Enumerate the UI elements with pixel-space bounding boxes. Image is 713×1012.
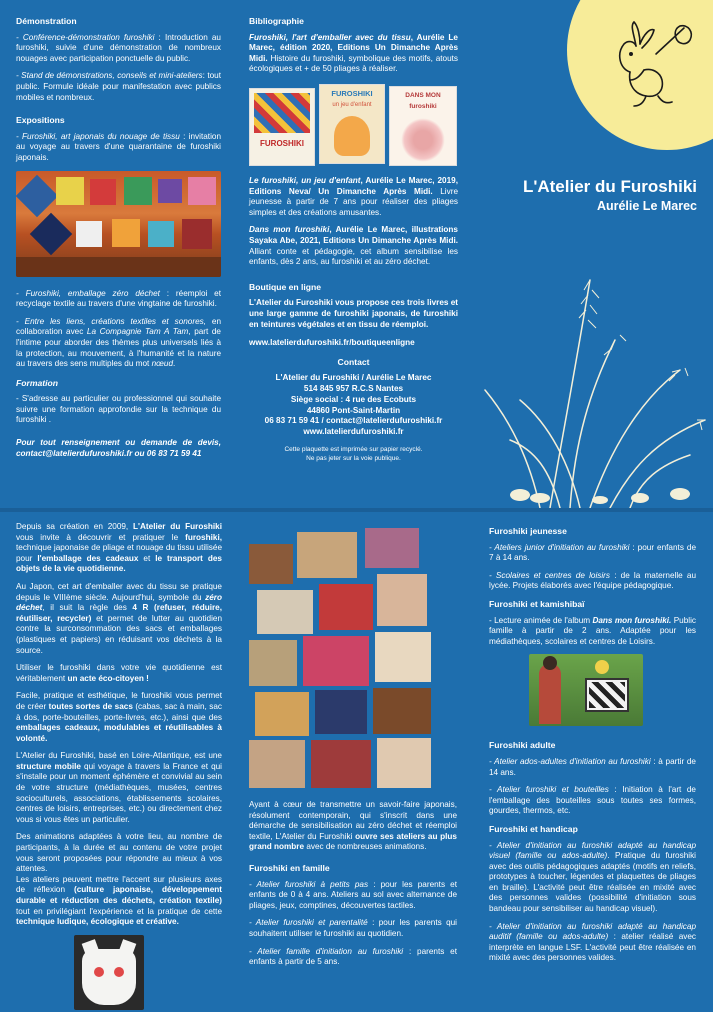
intro-paragraph-6: Des animations adaptées à votre lieu, au nombre de participants, à la durée et au contenu de votre projet vous seront proposées pour répondre au mieux à vos attentes. [16,832,222,874]
famille-item-1: - Atelier furoshiki à petits pas : pour les parents et enfants de 0 à 4 ans. Ateliers au sol avec alternance de pliages, jeux, comptines, découvertes tactiles. [249,879,457,910]
book-cover-3: DANS MON furoshiki [389,86,457,166]
workshops-intro: Ayant à cœur de transmettre un savoir-faire japonais, résolument contemporain, qui s'inscrit dans une démarche de sensibilisation au zéro déchet et réemploi textile, L'Atelier du Furoshiki ouvre ses ateliers au plus grand nombre avec de nombreuses animations. [249,800,457,852]
formation-heading: Formation [16,377,59,388]
handicap-heading: Furoshiki et handicap [489,823,578,834]
jeunesse-item-2: - Scolaires et centres de loisirs : de la maternelle au lycée. Projets élaborés avec l'équipe pédagogique. [489,570,697,591]
top-left-column [16,16,221,466]
intro-paragraph-5: L'Atelier du Furoshiki, basé en Loire-Atlantique, est une structure mobile qui voyage à travers la France et qui s'installe pour un moment éphémère et convivial au sein de votre structure (médiathèques, musées, centres socioculturels, associations, établissements scolaires, centres de loisirs, entreprises, etc.) ou directement chez vous si vous êtes un particulier. [16,751,222,824]
demo-paragraph-1: - Conférence-démonstration furoshiki : Introduction au furoshiki, suivie d'une démonstration de nombreux nouages avec participation ponctuelle du public. [16,32,221,63]
contact-line-3: Siège social : 4 rue des Ecobuts [290,394,417,404]
kamishibai-heading: Furoshiki et kamishibaï [489,598,585,609]
workshop-collage [249,528,431,790]
famille-item-3: - Atelier famille d'initiation au furoshiki : parents et enfants à partir de 5 ans. [249,946,457,967]
bibliography-heading: Bibliographie [249,16,304,26]
handicap-item-2: - Atelier d'initiation au furoshiki adapté au handicap auditif (famille ou ados-adulte) : atelier réalisé avec interprète en langue LSF. L'activité peut être réalisée en mixité avec des personnes valides. [489,921,696,963]
book2-entry: Le furoshiki, un jeu d'enfant, Aurélie Le Marec, 2019, Editions Neva/ Un Dimanche Après Midi. Livre jeunesse à partir de 7 ans pour réaliser des pliages simples et des créations amusantes. [249,175,459,217]
brand-title: L'Atelier du Furoshiki [522,177,697,196]
intro-paragraph-2: Au Japon, cet art d'emballer avec du tissu se pratique depuis le VIIIème siècle. Aujourd'hui, symbole du zéro déchet, il suit la règle des 4 R (refuser, réduire, réutiliser, recycler) et permet de lutter au quotidien contre la surconsommation des sacs et emballages (plastiques et papiers) en réduisant vos déchets à la source. [16,581,223,655]
grass-illustration-icon [480,250,713,508]
expo-heading: Expositions [16,115,65,126]
famille-heading: Furoshiki en famille [249,862,330,873]
intro-paragraph-3: Utiliser le furoshiki dans votre vie quotidienne est véritablement un acte éco-citoyen ! [16,663,222,683]
intro-paragraph-7: Les ateliers peuvent mettre l'accent sur plusieurs axes de réflexion (culture japonaise, développement durable et réduction des déchets, création textile) tout en privilégiant l'expérience et la pratique de cette technique ludique, écologique et créative. [16,874,222,927]
jeunesse-item-1: - Ateliers junior d'initiation au furoshiki : pour enfants de 7 à 14 ans. [489,542,697,563]
contact-cta: Pour tout renseignement ou demande de devis, contact@latelierdufuroshiki.fr ou 06 83 71 59 41 [16,438,221,458]
contact-heading: Contact [337,356,370,367]
intro-paragraph-1: Depuis sa création en 2009, L'Atelier du Furoshiki vous invite à découvrir et pratiquer le furoshiki, technique japonaise de pliage et nouage du tissu utilisée pour l'emballage des cadeaux et le transport des objets de la vie quotidienne. [16,522,222,574]
expo-paragraph-3: - Entre les liens, créations textiles et sonores, en collaboration avec La Compagnie Tam A Tam, part de l'intime pour aborder des thèmes plus universels liés à la protection, au mouvement, à l'humanité et la nature au travers des sens multiples du mot nœud. [16,316,221,369]
adulte-item-2: - Atelier furoshiki et bouteilles : Initiation à l'art de l'emballage des bouteilles sous toutes ses formes, gourdes, thermos, etc. [489,785,696,816]
bottom-middle-column [249,528,457,975]
contact-line-1: L'Atelier du Furoshiki / Aurélie Le Marec [275,373,432,383]
rabbit-illustration-icon [600,14,700,114]
adulte-item-1: - Atelier ados-adultes d'initiation au furoshiki : à partir de 14 ans. [489,756,696,777]
exhibition-photo [16,171,221,277]
kamishibai-photo [529,654,643,726]
bottom-left-column [16,522,222,1010]
handicap-item-1: - Atelier d'initiation au furoshiki adapté au handicap visuel (famille ou ados-adulte). Pratique du furoshiki avec des outils pédagogiques adaptés (motifs en reliefs, prototypes à toucher, légendes et plaquettes de pliages en braille). L'activité peut être réalisée en mixité avec des personnes valides (possibilité d'initiation sous bandeau pour sensibiliser au handicap visuel). [489,840,696,914]
book-cover-2: FUROSHIKI un jeu d'enfant [319,84,385,164]
book1-entry: Furoshiki, l'art d'emballer avec du tissu, Aurélie Le Marec, édition 2020, Editions Un Dimanche Après Midi. Histoire du furoshiki, symbolique des motifs, atouts écologiques et + de 50 pliages à réaliser. [249,32,458,74]
book-covers [249,82,458,170]
brand-subtitle: Aurélie Le Marec [596,199,697,213]
intro-paragraph-4: Facile, pratique et esthétique, le furoshiki vous permet de créer toutes sortes de sacs (cabas, sac à main, sac à dos, porte-bouteilles, porte-livres, etc.), ainsi que des emballages cadeaux, modulables et réutilisables à volonté. [16,691,223,743]
cat-bag-photo [74,935,144,1010]
demo-heading: Démonstration [16,16,77,26]
fold-divider [0,508,713,512]
adulte-heading: Furoshiki adulte [489,740,556,751]
famille-item-2: - Atelier furoshiki et parentalité : pour les parents qui souhaitent utiliser le furoshiki au quotidien. [249,918,457,938]
formation-paragraph: - S'adresse au particulier ou professionnel qui souhaite suivre une formation approfondie sur la technique du furoshiki . [16,394,221,425]
bottom-right-column [489,526,696,971]
top-middle-column [249,16,458,463]
expo-paragraph-2: - Furoshiki, emballage zéro déchet : réemploi et recyclage textile au travers d'une vingtaine de furoshiki. [16,288,222,309]
shop-heading: Boutique en ligne [249,281,322,292]
contact-line-6[interactable]: www.latelierdufuroshiki.fr [303,427,404,437]
contact-line-4: 44860 Pont-Saint-Martin [306,405,401,415]
kamishibai-item: - Lecture animée de l'album Dans mon furoshiki. Public famille à partir de 2 ans. Adaptée pour les médiathèques, scolaires et centres de Loisirs. [489,615,697,646]
jeunesse-heading: Furoshiki jeunesse [489,526,567,536]
contact-block [249,373,458,438]
demo-paragraph-2: - Stand de démonstrations, conseils et mini-ateliers: tout public. Formule idéale pour manifestation avec publics mobiles et nombreux. [16,71,221,102]
expo-paragraph-1: - Furoshiki, art japonais du nouage de tissu : invitation au voyage au travers d'une quarantaine de furoshiki japonais. [16,131,222,162]
contact-line-5[interactable]: 06 83 71 59 41 / contact@latelierdufuroshiki.fr [264,416,443,426]
print-note: Cette plaquette est imprimée sur papier recyclé. Ne pas jeter sur la voie publique. [284,446,423,462]
book3-entry: Dans mon furoshiki, Aurélie Le Marec, illustrations Sayaka Abe, 2021, Editions Un Dimanche Après Midi. Alliant conte et pédagogie, cet album sensibilise les enfants, dès 2 ans, au furoshiki et au zéro déchet. [249,225,458,267]
shop-url[interactable]: www.latelierdufuroshiki.fr/boutiqueenligne [249,338,415,348]
book-cover-1: FUROSHIKI [249,88,315,166]
contact-line-2: 514 845 957 R.C.S Nantes [303,384,404,394]
shop-text: L'Atelier du Furoshiki vous propose ces trois livres et une large gamme de furoshiki japonais, de furoshiki en teintures végétales et en tissu de réemploi. [249,298,458,329]
